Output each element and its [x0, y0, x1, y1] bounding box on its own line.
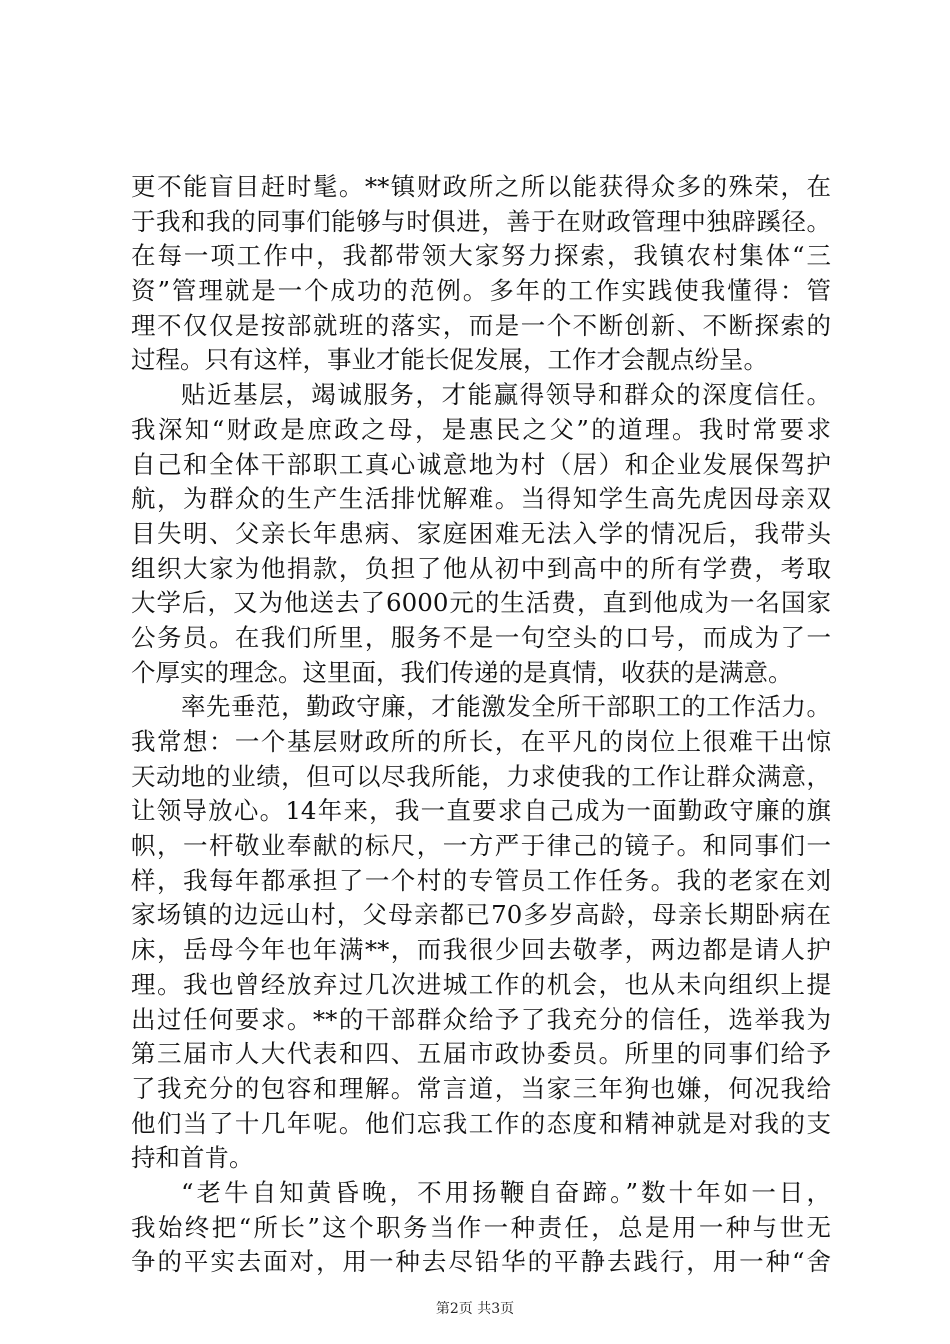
text-line: 于我和我的同事们能够与时俱进，善于在财政管理中独辟蹊径。 [131, 206, 831, 236]
text-line: 理不仅仅是按部就班的落实，而是一个不断创新、不断探索的 [131, 310, 831, 340]
text-line: 天动地的业绩，但可以尽我所能，力求使我的工作让群众满意， [131, 761, 831, 791]
text-line: 航，为群众的生产生活排忧解难。当得知学生高先虎因母亲双 [131, 484, 831, 514]
text-line: 个厚实的理念。这里面，我们传递的是真情，收获的是满意。 [131, 657, 793, 687]
text-line: 过程。只有这样，事业才能长促发展，工作才会靓点纷呈。 [131, 345, 768, 375]
text-line: 我始终把“所长”这个职务当作一种责任，总是用一种与世无 [131, 1212, 831, 1242]
text-line: 我深知“财政是庶政之母，是惠民之父”的道理。我时常要求 [131, 414, 831, 444]
text-line: 了我充分的包容和理解。常言道，当家三年狗也嫌，何况我给 [131, 1073, 831, 1103]
text-line: 持和首肯。 [131, 1143, 254, 1173]
text-line: 贴近基层，竭诚服务，才能赢得领导和群众的深度信任。 [181, 380, 831, 410]
text-line: 他们当了十几年呢。他们忘我工作的态度和精神就是对我的支 [131, 1108, 831, 1138]
document-body [131, 170, 831, 1280]
text-line: 大学后，又为他送去了6000元的生活费，直到他成为一名国家 [131, 588, 831, 618]
text-line: 第三届市人大代表和四、五届市政协委员。所里的同事们给予 [131, 1039, 831, 1069]
text-line: 目失明、父亲长年患病、家庭困难无法入学的情况后，我带头 [131, 518, 831, 548]
text-line: 争的平实去面对，用一种去尽铅华的平静去践行，用一种“舍 [131, 1247, 831, 1277]
text-line: 在每一项工作中，我都带领大家努力探索，我镇农村集体“三 [131, 241, 831, 271]
text-line: “老牛自知黄昏晚，不用扬鞭自奋蹄。”数十年如一日， [181, 1177, 831, 1207]
text-line: 自己和全体干部职工真心诚意地为村（居）和企业发展保驾护 [131, 449, 831, 479]
page-footer: 第2页 共3页 [435, 1301, 515, 1317]
text-line: 让领导放心。14年来，我一直要求自己成为一面勤政守廉的旗 [131, 796, 831, 826]
text-line: 公务员。在我们所里，服务不是一句空头的口号，而成为了一 [131, 622, 831, 652]
text-line: 家场镇的边远山村，父母亲都已70多岁高龄，母亲长期卧病在 [131, 900, 831, 930]
text-line: 帜，一杆敬业奉献的标尺，一方严于律己的镜子。和同事们一 [131, 831, 831, 861]
text-line: 我常想：一个基层财政所的所长，在平凡的岗位上很难干出惊 [131, 727, 831, 756]
text-line: 床，岳母今年也年满**，而我很少回去敬孝，两边都是请人护 [131, 935, 831, 965]
text-line: 样，我每年都承担了一个村的专管员工作任务。我的老家在刘 [131, 865, 831, 895]
text-line: 资”管理就是一个成功的范例。多年的工作实践使我懂得：管 [131, 276, 831, 306]
text-line: 更不能盲目赶时髦。**镇财政所之所以能获得众多的殊荣，在 [131, 172, 831, 201]
text-line: 出过任何要求。**的干部群众给予了我充分的信任，选举我为 [131, 1004, 831, 1034]
text-line: 组织大家为他捐款，负担了他从初中到高中的所有学费，考取 [131, 553, 831, 583]
text-line: 理。我也曾经放弃过几次进城工作的机会，也从未向组织上提 [131, 969, 831, 999]
text-line: 率先垂范，勤政守廉，才能激发全所干部职工的工作活力。 [181, 692, 831, 722]
